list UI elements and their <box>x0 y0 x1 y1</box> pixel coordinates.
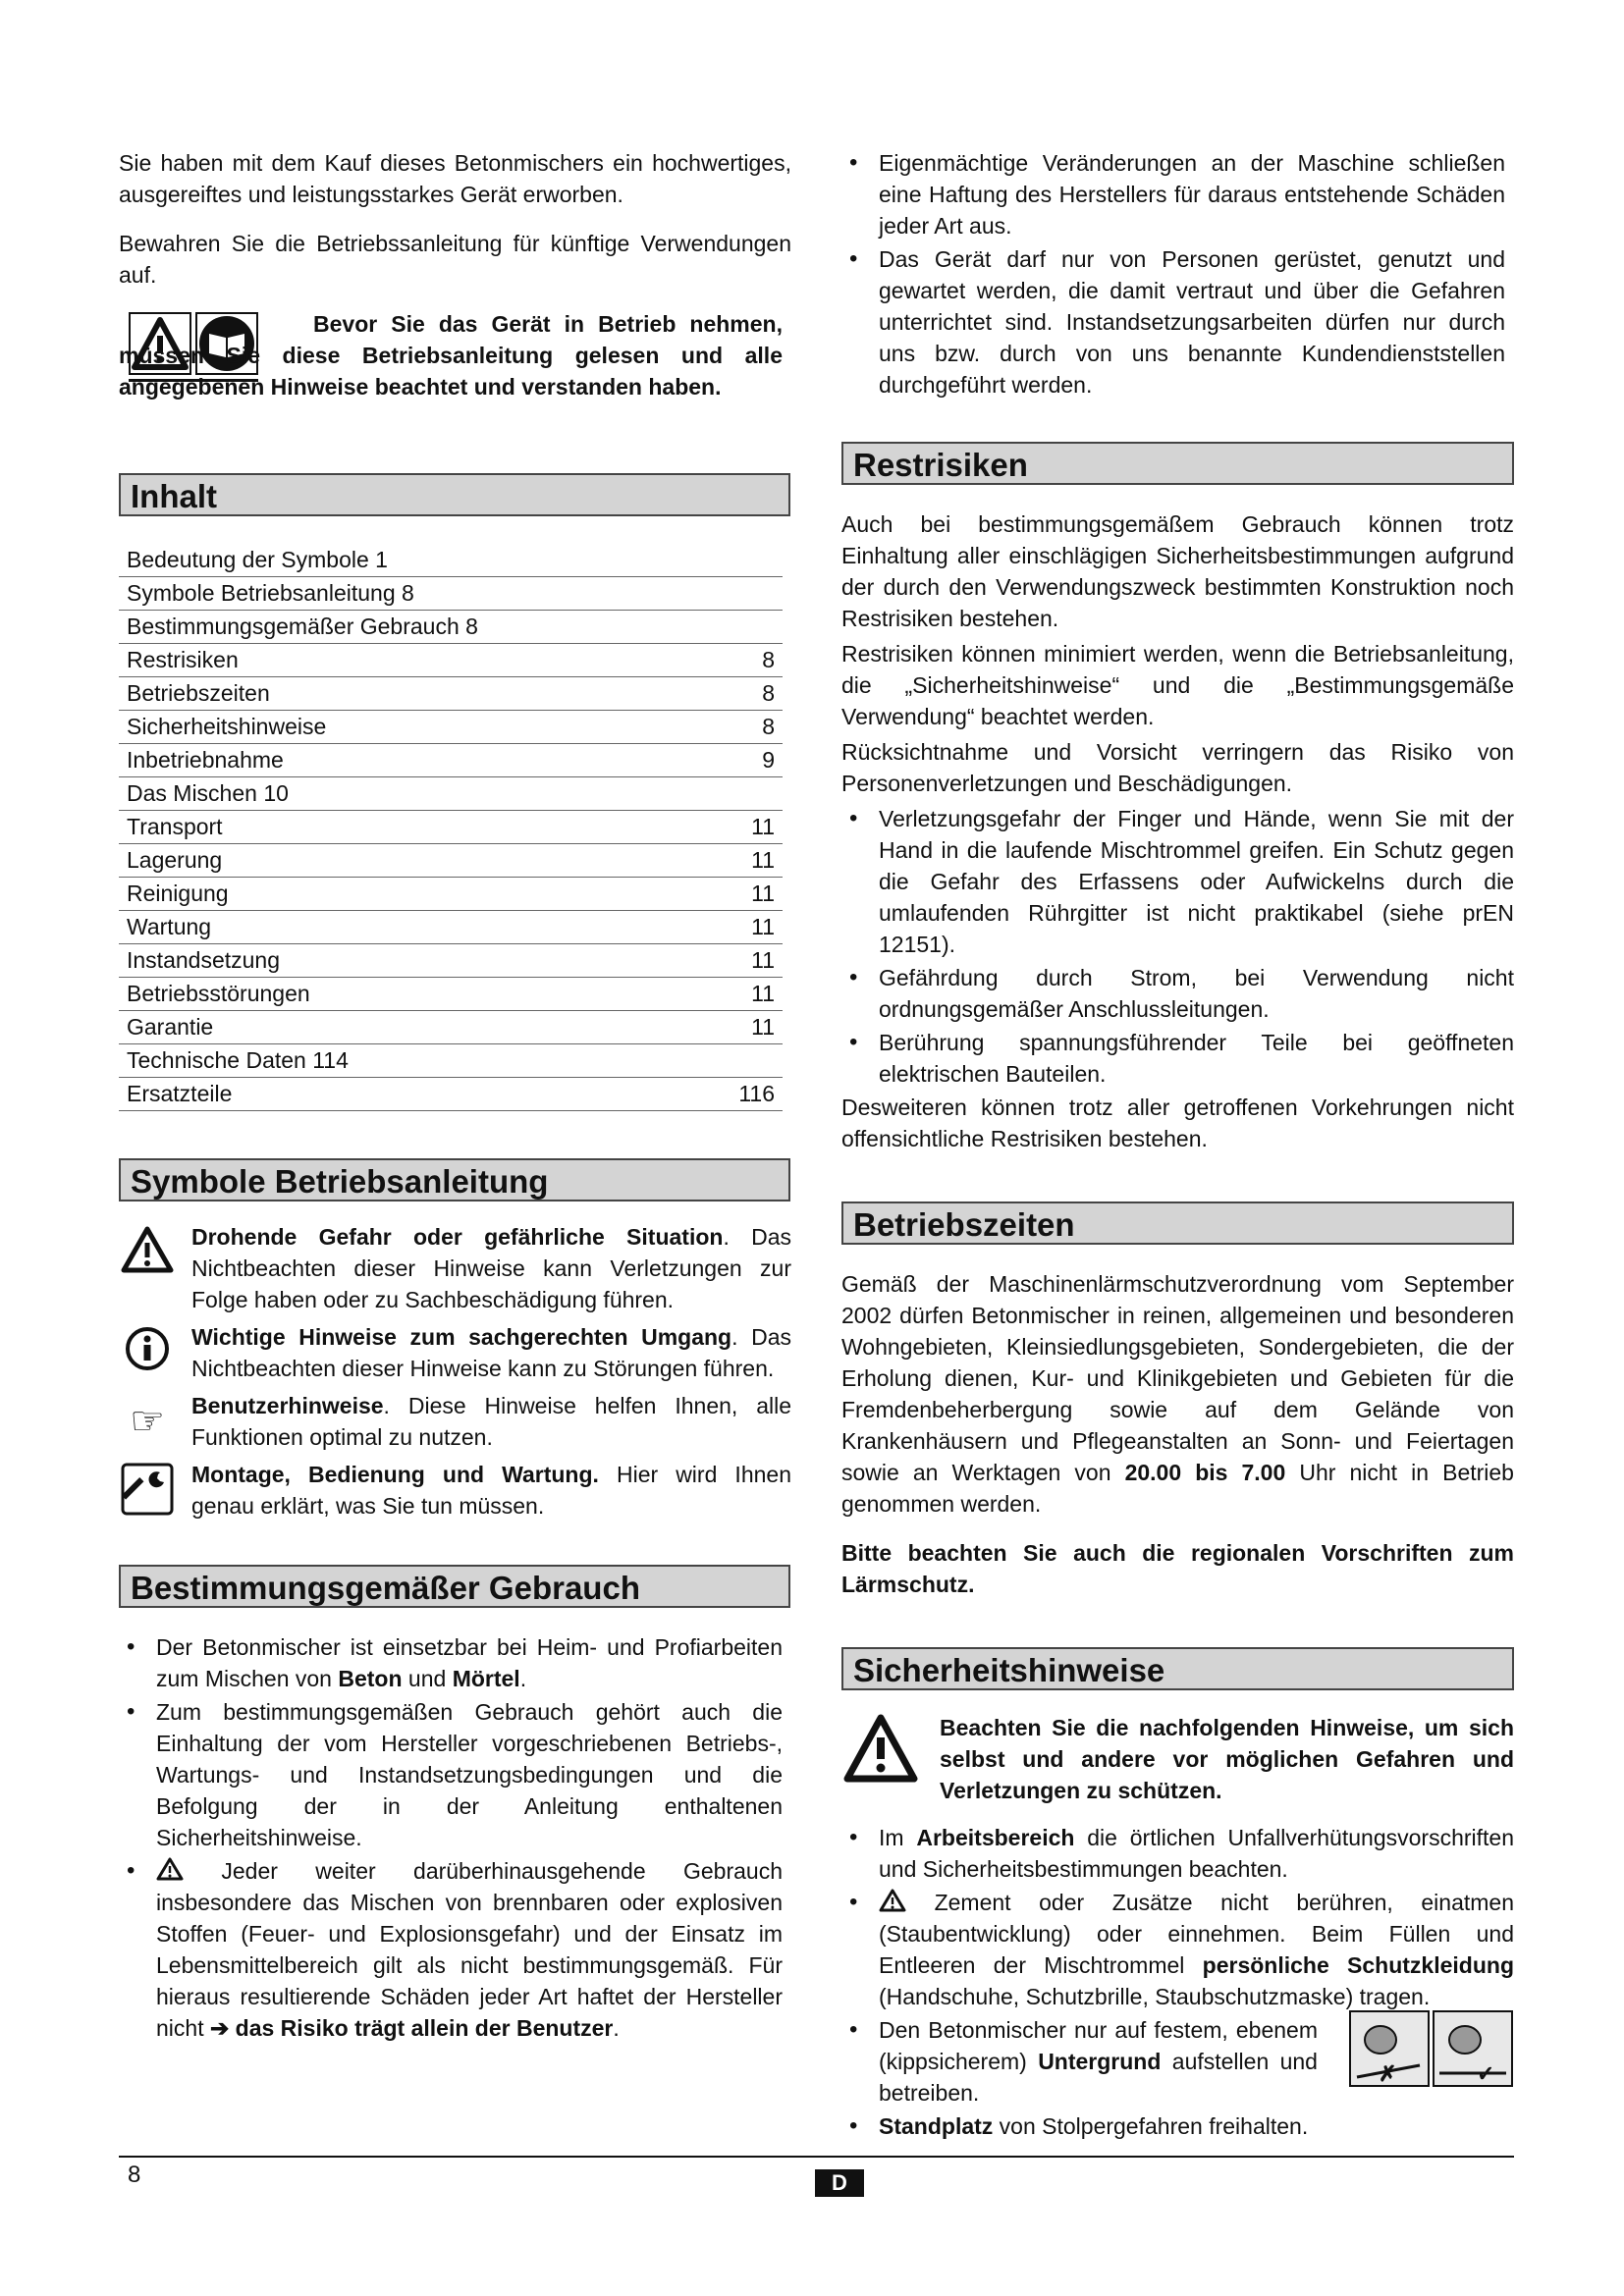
wrench-icon <box>121 1463 174 1516</box>
toc-page: 8 <box>762 714 775 739</box>
warning-text: Bevor Sie das Gerät in Betrieb nehmen, müssen Sie diese Betriebsanleitung gelesen und alle angegebenen Hinweise beachtet und verstanden haben. <box>119 311 783 400</box>
symbol-row-danger <box>119 1221 791 1315</box>
info-circle-icon <box>124 1325 171 1372</box>
symbol-danger-text: . Das Nichtbeachten dieser Hinweise kann Verletzungen zur Folge haben oder zu Sachbeschädigung führen. <box>191 1224 791 1312</box>
toc-label: Sicherheitshinweise <box>127 714 327 739</box>
toc-page: 11 <box>751 814 775 839</box>
warning-triangle-icon <box>841 1712 920 1785</box>
symbol-hint-text: . Diese Hinweise helfen Ihnen, alle Funktionen optimal zu nutzen. <box>191 1393 791 1450</box>
toc-label: Restrisiken <box>127 647 239 672</box>
toc-label: Symbole Betriebsanleitung 8 <box>127 580 414 606</box>
left-column <box>119 147 791 2046</box>
betriebszeiten-p2: Bitte beachten Sie auch die regionalen Vorschriften zum Lärmschutz. <box>841 1540 1514 1597</box>
symbole-heading: Symbole Betriebsanleitung <box>119 1158 790 1201</box>
list-item: • Zement oder Zusätze nicht berühren, einatmen (Staubentwicklung) oder einnehmen. Beim Füllen und Entleeren der Mischtrommel persönliche Schutzkleidung (Handschuhe, Schutzbrille, Staubschutzmaske) tragen. <box>841 1887 1514 2012</box>
sicherheit-heading: Sicherheitshinweise <box>841 1647 1514 1690</box>
toc-row <box>119 878 783 911</box>
toc-page: 11 <box>751 947 775 973</box>
symbol-row-info <box>119 1321 791 1384</box>
list-item: • Der Betonmischer ist einsetzbar bei Heim- und Profiarbeiten zum Mischen von Beton und Mörtel. <box>119 1631 783 1694</box>
list-item: • Im Arbeitsbereich die örtlichen Unfallverhütungsvorschriften und Sicherheitsbestimmungen beachten. <box>841 1822 1514 1885</box>
list-item: • Zum bestimmungsgemäßen Gebrauch gehört auch die Einhaltung der vom Hersteller vorgeschriebenen Betriebs-, Wartungs- und Instandsetzungsbedingungen und die Befolgung der in der Anleitung enthaltenen Sicherheitshinweise. <box>119 1696 783 1853</box>
warning-triangle-icon <box>156 1857 184 1881</box>
symbol-row-assembly <box>119 1459 791 1522</box>
footer-rule <box>119 2156 1514 2158</box>
toc-row <box>119 777 783 811</box>
restrisiken-list <box>841 803 1514 1090</box>
page-number: 8 <box>128 2162 141 2188</box>
symbol-info-title: Wichtige Hinweise zum sachgerechten Umgang <box>191 1324 732 1350</box>
toc-label: Bestimmungsgemäßer Gebrauch 8 <box>127 614 478 639</box>
arrow-icon: ➔ <box>209 2015 230 2041</box>
toc-label: Betriebsstörungen <box>127 981 310 1006</box>
symbol-row-user-hint <box>119 1390 791 1453</box>
sicherheit-list <box>841 1822 1514 2142</box>
table-of-contents <box>119 544 783 1111</box>
toc-label: Inbetriebnahme <box>127 747 284 773</box>
language-badge: D <box>815 2169 864 2197</box>
toc-row <box>119 911 783 944</box>
restrisiken-heading: Restrisiken <box>841 442 1514 485</box>
restrisiken-p4: Desweiteren können trotz aller getroffenen Vorkehrungen nicht offensichtliche Restrisiken bestehen. <box>841 1095 1514 1151</box>
toc-row <box>119 711 783 744</box>
list-item: • Berührung spannungsführender Teile bei geöffneten elektrischen Bauteilen. <box>841 1027 1514 1090</box>
restrisiken-p3: Rücksichtnahme und Vorsicht verringern das Risiko von Personenverletzungen und Beschädigungen. <box>841 739 1514 796</box>
gebrauch-list <box>119 1631 783 2044</box>
toc-row <box>119 978 783 1011</box>
read-manual-warning <box>119 308 791 446</box>
toc-page: 11 <box>751 914 775 939</box>
list-item: • Eigenmächtige Veränderungen an der Maschine schließen eine Haftung des Herstellers für daraus entstehende Schäden jeder Art aus. <box>841 147 1505 241</box>
toc-label: Wartung <box>127 914 212 939</box>
right-column <box>841 147 1514 2144</box>
warning-triangle-icon <box>120 1225 175 1274</box>
betriebszeiten-heading: Betriebszeiten <box>841 1201 1514 1245</box>
warning-triangle-icon <box>879 1889 906 1912</box>
toc-row <box>119 744 783 777</box>
toc-row <box>119 677 783 711</box>
gebrauch-heading: Bestimmungsgemäßer Gebrauch <box>119 1565 790 1608</box>
list-item: • Das Gerät darf nur von Personen gerüstet, genutzt und gewartet werden, die damit vertraut und über die Gefahren unterrichtet sind. Instandsetzungsarbeiten dürfen nur durch uns bzw. durch von uns benannte Kundendienststellen durchgeführt werden. <box>841 243 1505 400</box>
list-item: • Standplatz von Stolpergefahren freihalten. <box>841 2110 1514 2142</box>
toc-label: Garantie <box>127 1014 214 1040</box>
symbol-info-text: . Das Nichtbeachten dieser Hinweise kann zu Störungen führen. <box>191 1324 791 1381</box>
pointing-hand-icon: ☞ <box>130 1400 165 1443</box>
toc-page: 11 <box>751 1014 775 1040</box>
symbol-assembly-title: Montage, Bedienung und Wartung. <box>191 1462 599 1487</box>
toc-page: 8 <box>762 680 775 706</box>
toc-page: 8 <box>762 647 775 672</box>
restrisiken-p2: Restrisiken können minimiert werden, wenn die Betriebsanleitung, die „Sicherheitshinweise“ und die „Bestimmungsgemäße Verwendung“ beachtet werden. <box>841 641 1514 729</box>
list-item: • Gefährdung durch Strom, bei Verwendung nicht ordnungsgemäßer Anschlussleitungen. <box>841 962 1514 1025</box>
toc-label: Reinigung <box>127 881 229 906</box>
toc-label: Bedeutung der Symbole 1 <box>127 547 388 572</box>
toc-page: 11 <box>751 881 775 906</box>
toc-label: Betriebszeiten <box>127 680 270 706</box>
intro-paragraph-1: Sie haben mit dem Kauf dieses Betonmischers ein hochwertiges, ausgereiftes und leistungsstarkes Gerät erworben. <box>119 150 791 207</box>
toc-page: 11 <box>751 981 775 1006</box>
toc-row <box>119 611 783 644</box>
symbol-hint-title: Benutzerhinweise <box>191 1393 384 1418</box>
toc-label: Lagerung <box>127 847 223 873</box>
restrisiken-p1: Auch bei bestimmungsgemäßem Gebrauch können trotz Einhaltung aller einschlägigen Sicherheitsbestimmungen aufgrund der durch den Verwendungszweck bestimmten Konstruktion noch Restrisiken bestehen. <box>841 511 1514 631</box>
sicherheit-warning <box>841 1712 1514 1806</box>
toc-row <box>119 577 783 611</box>
symbol-danger-title: Drohende Gefahr oder gefährliche Situation <box>191 1224 724 1250</box>
list-item: • Verletzungsgefahr der Finger und Hände, wenn Sie mit der Hand in die laufende Mischtrommel greifen. Ein Schutz gegen die Gefahr des Erfassens oder Aufwickelns durch die umlaufenden Rührgitter ist nicht praktikabel (siehe prEN 12151). <box>841 803 1514 960</box>
inhalt-heading: Inhalt <box>119 473 790 516</box>
toc-row <box>119 844 783 878</box>
list-item: • Den Betonmischer nur auf festem, ebenem (kippsicherem) Untergrund aufstellen und betreiben. ✗ ✓ <box>841 2014 1514 2109</box>
toc-page: 116 <box>738 1081 775 1106</box>
toc-row <box>119 944 783 978</box>
list-item: • Jeder weiter darüberhinausgehende Gebrauch insbesondere das Mischen von brennbaren oder explosiven Stoffen (Feuer- und Explosionsgefahr) und der Einsatz im Lebensmittelbereich gilt als nicht bestimmungsgemäß. Für hieraus resultierende Schäden jeder Art haftet der Hersteller nicht ➔ das Risiko trägt allein der Benutzer. <box>119 1855 783 2044</box>
toc-row <box>119 644 783 677</box>
toc-row <box>119 544 783 577</box>
toc-label: Das Mischen 10 <box>127 780 289 806</box>
toc-label: Technische Daten 114 <box>127 1047 349 1073</box>
betriebszeiten-p1: Gemäß der Maschinenlärmschutzverordnung vom September 2002 dürfen Betonmischer in reinen, allgemeinen und besonderen Wohngebieten, Kleinsiedlungsgebieten, Sondergebieten, die der Erholung dienen, Kur- und Klinikgebieten und Gebieten für die Fremdenbeherbergung sowie auf dem Gelände von Krankenhäusern und Pflegeanstalten an Sonn- und Feiertagen sowie an Werktagen von 20.00 bis 7.00 Uhr nicht in Betrieb genommen werden. <box>841 1271 1514 1517</box>
toc-label: Transport <box>127 814 223 839</box>
toc-row <box>119 1078 783 1111</box>
mixer-ground-illustration <box>1349 2010 1514 2087</box>
svg-text:✗: ✗ <box>1379 2061 1397 2086</box>
svg-text:✓: ✓ <box>1477 2061 1495 2086</box>
toc-page: 9 <box>762 747 775 773</box>
intro-paragraph-2: Bewahren Sie die Betriebssanleitung für künftige Verwendungen auf. <box>119 231 791 288</box>
sicherheit-warn-text: Beachten Sie die nachfolgenden Hinweise, um sich selbst und andere vor möglichen Gefahren und Verletzungen zu schützen. <box>940 1715 1514 1803</box>
toc-row <box>119 1044 783 1078</box>
toc-label: Instandsetzung <box>127 947 281 973</box>
toc-row <box>119 811 783 844</box>
toc-label: Ersatzteile <box>127 1081 233 1106</box>
top-bullets <box>841 147 1505 400</box>
toc-page: 11 <box>751 847 775 873</box>
toc-row <box>119 1011 783 1044</box>
symbol-assembly-text: Hier wird Ihnen genau erklärt, was Sie tun müssen. <box>191 1462 791 1519</box>
